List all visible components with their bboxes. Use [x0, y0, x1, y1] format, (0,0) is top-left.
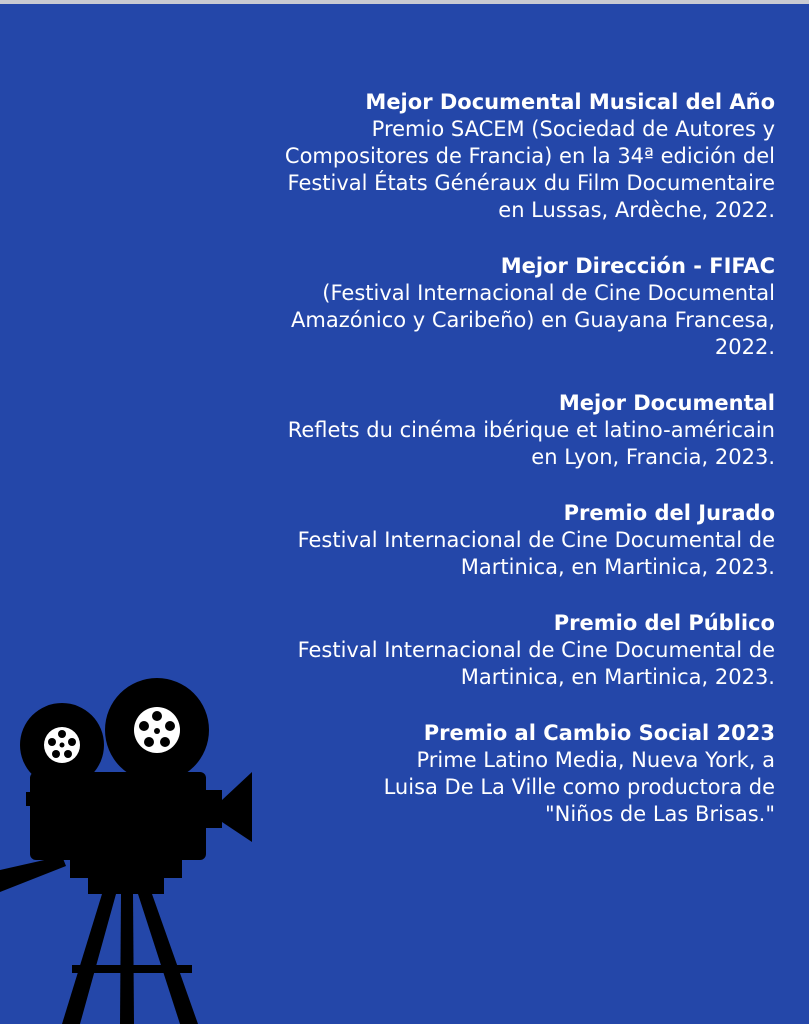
award-description-line: en Lyon, Francia, 2023. — [531, 445, 775, 469]
award-description-line: (Festival Internacional de Cine Documental — [322, 281, 775, 305]
award-description-line: "Niños de Las Brisas." — [544, 802, 775, 826]
award-title: Mejor Documental — [558, 391, 775, 415]
award-description-line: Festival Internacional de Cine Documental de — [297, 528, 775, 552]
award-item — [175, 389, 775, 471]
award-description-line: Amazónico y Caribeño) en Guayana Francesa, — [291, 308, 775, 332]
award-title: Mejor Dirección - FIFAC — [500, 254, 775, 278]
film-camera-icon — [0, 660, 270, 1024]
award-item — [175, 252, 775, 361]
award-description-line: Compositores de Francia) en la 34ª edición del — [284, 144, 775, 168]
award-description-line: Reflets du cinéma ibérique et latino-américain — [287, 418, 775, 442]
award-title: Premio del Público — [553, 611, 775, 635]
award-description-line: Martinica, en Martinica, 2023. — [460, 555, 775, 579]
top-border — [0, 0, 809, 4]
award-description-line: Premio SACEM (Sociedad de Autores y — [371, 117, 775, 141]
award-description-line: Martinica, en Martinica, 2023. — [460, 665, 775, 689]
award-description-line: Prime Latino Media, Nueva York, a — [416, 748, 775, 772]
award-description-line: Luisa De La Ville como productora de — [383, 775, 775, 799]
award-description-line: en Lussas, Ardèche, 2022. — [498, 198, 775, 222]
award-title: Premio del Jurado — [563, 501, 775, 525]
award-description-line: 2022. — [714, 335, 775, 359]
award-item — [175, 499, 775, 581]
award-title: Premio al Cambio Social 2023 — [423, 721, 775, 745]
award-description-line: Festival États Généraux du Film Documentaire — [287, 171, 775, 195]
award-item — [175, 88, 775, 224]
award-description-line: Festival Internacional de Cine Documental de — [297, 638, 775, 662]
award-title: Mejor Documental Musical del Año — [365, 90, 775, 114]
